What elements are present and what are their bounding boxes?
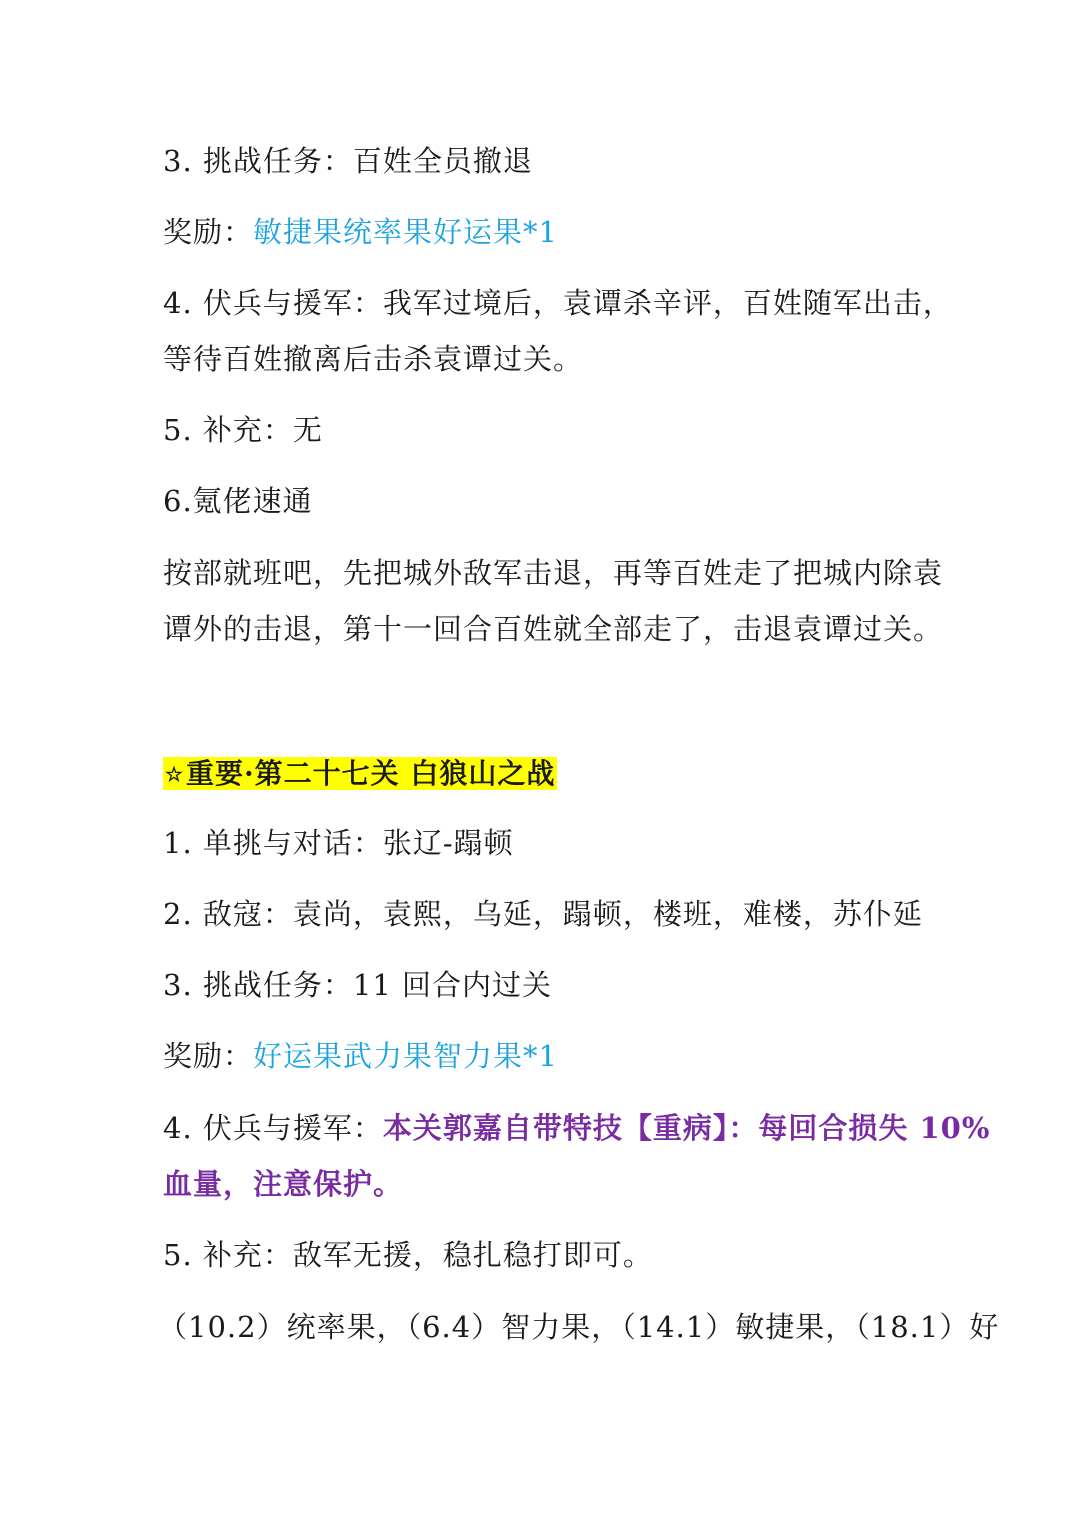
paragraph-ambush-1-line2	[163, 341, 933, 377]
duel-text: 1. 单挑与对话：张辽-蹋顿	[163, 826, 514, 860]
paragraph-ambush-1-line1	[163, 285, 953, 321]
reward-label: 奖励：	[163, 1039, 254, 1073]
reward-label: 奖励：	[163, 215, 254, 249]
paragraph-speedrun-line1	[163, 555, 944, 591]
paragraph-supplement-2	[163, 1237, 933, 1273]
ambush-text: 4. 伏兵与援军：我军过境后，袁谭杀辛评，百姓随军出击，	[163, 286, 953, 320]
ambush-highlight: 血量，注意保护。	[163, 1167, 404, 1201]
reward-value: 好运果武力果智力果*1	[253, 1039, 558, 1073]
ambush-label: 4. 伏兵与援军：	[163, 1111, 383, 1145]
speedrun-text: 按部就班吧，先把城外敌军击退，再等百姓走了把城内除袁	[163, 556, 944, 590]
paragraph-challenge-task-1	[163, 143, 933, 179]
star-icon: ☆	[165, 762, 184, 786]
supplement-text: 5. 补充：无	[163, 413, 323, 447]
paragraph-reward-2	[163, 1038, 933, 1074]
paragraph-ambush-2-line1	[163, 1110, 991, 1146]
enemies-text: 2. 敌寇：袁尚，袁熙，乌延，蹋顿，楼班，难楼，苏仆延	[163, 897, 923, 931]
paragraph-supplement-1	[163, 412, 933, 448]
ambush-highlight: 本关郭嘉自带特技【重病】：每回合损失 10%	[382, 1111, 991, 1145]
paragraph-enemies	[163, 896, 933, 932]
ambush-text: 等待百姓撤离后击杀袁谭过关。	[163, 342, 584, 376]
paragraph-duel-dialogue	[163, 825, 933, 861]
speedrun-text: 谭外的击退，第十一回合百姓就全部走了，击退袁谭过关。	[163, 612, 944, 646]
paragraph-fruit-locations	[158, 1309, 1000, 1345]
paragraph-speedrun-line2	[163, 611, 944, 647]
paragraph-ambush-2-line2	[163, 1166, 933, 1202]
challenge-task-text: 3. 挑战任务：11 回合内过关	[163, 968, 553, 1002]
paragraph-speedrun-title	[163, 483, 933, 519]
supplement-text: 5. 补充：敌军无援，稳扎稳打即可。	[163, 1238, 653, 1272]
paragraph-reward-1	[163, 214, 933, 250]
highlighted-heading	[163, 757, 557, 790]
speedrun-title: 6.氪佬速通	[163, 484, 313, 518]
paragraph-challenge-task-2	[163, 967, 933, 1003]
section-heading	[163, 755, 933, 792]
challenge-task-text: 3. 挑战任务：百姓全员撤退	[163, 144, 533, 178]
reward-value: 敏捷果统率果好运果*1	[253, 215, 558, 249]
heading-text: 重要·第二十七关 白狼山之战	[185, 757, 556, 790]
fruit-locations-text: （10.2）统率果，（6.4）智力果，（14.1）敏捷果，（18.1）好	[158, 1310, 1000, 1344]
